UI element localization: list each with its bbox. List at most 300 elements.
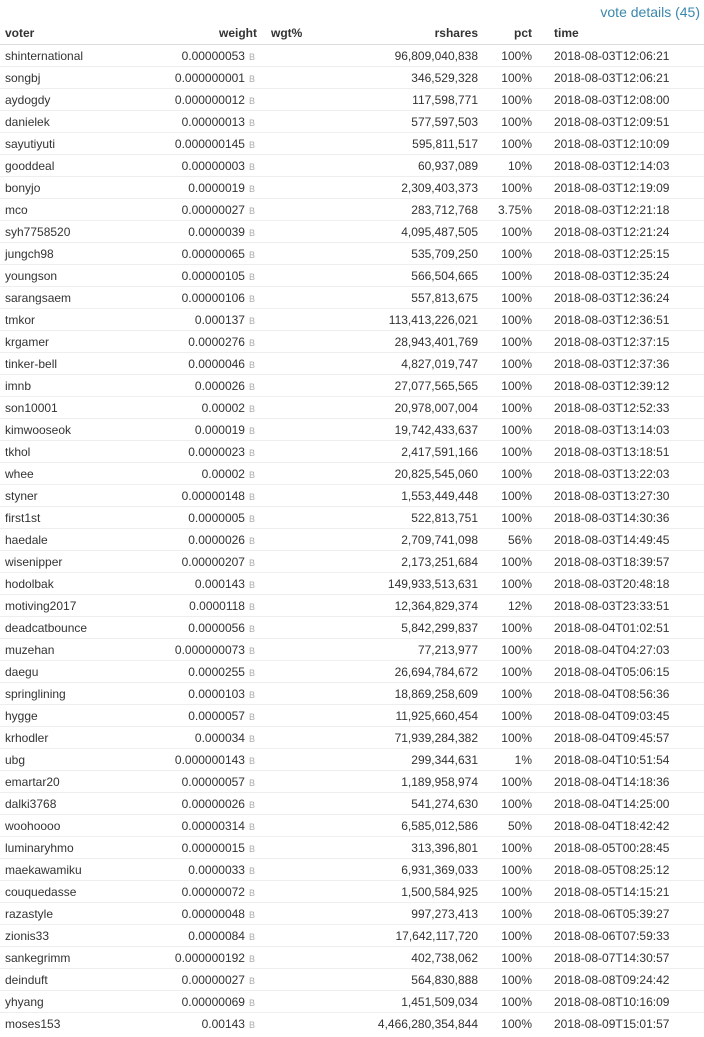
time-cell: 2018-08-03T18:39:57 bbox=[538, 551, 704, 573]
voter-link[interactable]: ubg bbox=[5, 752, 26, 767]
table-header-row bbox=[0, 22, 704, 45]
weight-unit-symbol: B bbox=[248, 777, 255, 788]
weight-value: 0.000000145 bbox=[174, 136, 245, 151]
weight-cell bbox=[157, 793, 257, 815]
panel-header bbox=[0, 0, 704, 22]
rshares-cell: 12,364,829,374 bbox=[346, 595, 482, 617]
pct-cell: 100% bbox=[482, 485, 538, 507]
rshares-cell: 1,553,449,448 bbox=[346, 485, 482, 507]
voter-cell bbox=[0, 661, 157, 683]
weight-cell bbox=[157, 595, 257, 617]
wgt-cell bbox=[257, 991, 346, 1013]
table-row bbox=[0, 199, 704, 221]
column-header-rshares[interactable]: rshares bbox=[346, 22, 482, 45]
voter-cell bbox=[0, 67, 157, 89]
weight-unit-symbol: B bbox=[248, 227, 255, 238]
time-cell: 2018-08-08T10:16:09 bbox=[538, 991, 704, 1013]
pct-cell: 100% bbox=[482, 463, 538, 485]
voter-cell bbox=[0, 947, 157, 969]
rshares-cell: 2,309,403,373 bbox=[346, 177, 482, 199]
weight-value: 0.0000026 bbox=[188, 532, 245, 547]
weight-value: 0.00000027 bbox=[181, 202, 245, 217]
rshares-cell: 60,937,089 bbox=[346, 155, 482, 177]
rshares-cell: 4,095,487,505 bbox=[346, 221, 482, 243]
weight-value: 0.000000192 bbox=[174, 950, 245, 965]
pct-cell: 100% bbox=[482, 859, 538, 881]
pct-cell: 100% bbox=[482, 177, 538, 199]
pct-cell: 100% bbox=[482, 881, 538, 903]
voter-cell bbox=[0, 529, 157, 551]
column-header-weight[interactable]: weight bbox=[157, 22, 257, 45]
weight-value: 0.00000048 bbox=[181, 906, 245, 921]
voter-link[interactable]: shinternational bbox=[5, 48, 84, 63]
rshares-cell: 1,451,509,034 bbox=[346, 991, 482, 1013]
weight-cell bbox=[157, 551, 257, 573]
table-row bbox=[0, 507, 704, 529]
voter-cell bbox=[0, 89, 157, 111]
pct-cell: 100% bbox=[482, 573, 538, 595]
weight-cell bbox=[157, 331, 257, 353]
wgt-cell bbox=[257, 683, 346, 705]
time-cell: 2018-08-03T12:52:33 bbox=[538, 397, 704, 419]
weight-cell bbox=[157, 639, 257, 661]
weight-cell bbox=[157, 617, 257, 639]
voter-cell bbox=[0, 881, 157, 903]
wgt-cell bbox=[257, 133, 346, 155]
weight-unit-symbol: B bbox=[248, 711, 255, 722]
rshares-cell: 149,933,513,631 bbox=[346, 573, 482, 595]
pct-cell: 100% bbox=[482, 287, 538, 309]
weight-value: 0.0000057 bbox=[188, 708, 245, 723]
pct-cell: 100% bbox=[482, 45, 538, 67]
table-row bbox=[0, 375, 704, 397]
time-cell: 2018-08-03T14:49:45 bbox=[538, 529, 704, 551]
table-row bbox=[0, 881, 704, 903]
voter-link[interactable]: sarangsaem bbox=[5, 290, 72, 305]
weight-cell bbox=[157, 727, 257, 749]
voter-link[interactable]: krhodler bbox=[5, 730, 49, 745]
weight-unit-symbol: B bbox=[248, 271, 255, 282]
voter-cell bbox=[0, 243, 157, 265]
voter-cell bbox=[0, 419, 157, 441]
weight-value: 0.0000103 bbox=[188, 686, 245, 701]
rshares-cell: 997,273,413 bbox=[346, 903, 482, 925]
voter-cell bbox=[0, 595, 157, 617]
wgt-cell bbox=[257, 639, 346, 661]
voter-link[interactable]: youngson bbox=[5, 268, 58, 283]
voter-cell bbox=[0, 771, 157, 793]
table-row bbox=[0, 991, 704, 1013]
weight-unit-symbol: B bbox=[248, 381, 255, 392]
rshares-cell: 283,712,768 bbox=[346, 199, 482, 221]
voter-link[interactable]: motiving2017 bbox=[5, 598, 77, 613]
pct-cell: 12% bbox=[482, 595, 538, 617]
pct-cell: 100% bbox=[482, 331, 538, 353]
voter-link[interactable]: syh7758520 bbox=[5, 224, 71, 239]
voter-link[interactable]: son10001 bbox=[5, 400, 58, 415]
column-header-wgt[interactable]: wgt% bbox=[257, 22, 346, 45]
wgt-cell bbox=[257, 441, 346, 463]
pct-cell: 100% bbox=[482, 309, 538, 331]
rshares-cell: 96,809,040,838 bbox=[346, 45, 482, 67]
time-cell: 2018-08-06T07:59:33 bbox=[538, 925, 704, 947]
weight-cell bbox=[157, 573, 257, 595]
table-row bbox=[0, 463, 704, 485]
rshares-cell: 402,738,062 bbox=[346, 947, 482, 969]
time-cell: 2018-08-03T12:06:21 bbox=[538, 45, 704, 67]
pct-cell: 100% bbox=[482, 353, 538, 375]
voter-cell bbox=[0, 705, 157, 727]
wgt-cell bbox=[257, 705, 346, 727]
time-cell: 2018-08-04T05:06:15 bbox=[538, 661, 704, 683]
weight-cell bbox=[157, 375, 257, 397]
table-row bbox=[0, 89, 704, 111]
weight-cell bbox=[157, 815, 257, 837]
voter-cell bbox=[0, 111, 157, 133]
weight-value: 0.00000105 bbox=[181, 268, 245, 283]
table-row bbox=[0, 331, 704, 353]
wgt-cell bbox=[257, 331, 346, 353]
weight-value: 0.00000069 bbox=[181, 994, 245, 1009]
rshares-cell: 2,417,591,166 bbox=[346, 441, 482, 463]
weight-value: 0.0000046 bbox=[188, 356, 245, 371]
time-cell: 2018-08-03T13:22:03 bbox=[538, 463, 704, 485]
weight-unit-symbol: B bbox=[248, 513, 255, 524]
voter-link[interactable]: tmkor bbox=[5, 312, 35, 327]
weight-unit-symbol: B bbox=[248, 887, 255, 898]
voter-link[interactable]: moses153 bbox=[5, 1016, 61, 1031]
weight-value: 0.000000073 bbox=[174, 642, 245, 657]
weight-value: 0.000137 bbox=[194, 312, 245, 327]
pct-cell: 100% bbox=[482, 793, 538, 815]
time-cell: 2018-08-05T08:25:12 bbox=[538, 859, 704, 881]
weight-value: 0.0000019 bbox=[188, 180, 245, 195]
time-cell: 2018-08-05T00:28:45 bbox=[538, 837, 704, 859]
voter-link[interactable]: springlining bbox=[5, 686, 66, 701]
table-row bbox=[0, 67, 704, 89]
time-cell: 2018-08-09T15:01:57 bbox=[538, 1013, 704, 1035]
wgt-cell bbox=[257, 771, 346, 793]
voter-cell bbox=[0, 331, 157, 353]
weight-cell bbox=[157, 991, 257, 1013]
wgt-cell bbox=[257, 507, 346, 529]
time-cell: 2018-08-05T14:15:21 bbox=[538, 881, 704, 903]
time-cell: 2018-08-04T08:56:36 bbox=[538, 683, 704, 705]
voter-link[interactable]: zionis33 bbox=[5, 928, 50, 943]
weight-unit-symbol: B bbox=[248, 51, 255, 62]
voter-cell bbox=[0, 45, 157, 67]
wgt-cell bbox=[257, 375, 346, 397]
table-row bbox=[0, 1013, 704, 1035]
weight-value: 0.000000143 bbox=[174, 752, 245, 767]
voter-link[interactable]: whee bbox=[5, 466, 34, 481]
rshares-cell: 2,709,741,098 bbox=[346, 529, 482, 551]
wgt-cell bbox=[257, 221, 346, 243]
weight-cell bbox=[157, 353, 257, 375]
weight-cell bbox=[157, 859, 257, 881]
pct-cell: 100% bbox=[482, 221, 538, 243]
table-row bbox=[0, 661, 704, 683]
voter-link[interactable]: woohoooo bbox=[5, 818, 61, 833]
weight-unit-symbol: B bbox=[248, 755, 255, 766]
time-cell: 2018-08-03T12:06:21 bbox=[538, 67, 704, 89]
weight-value: 0.0000084 bbox=[188, 928, 245, 943]
time-cell: 2018-08-04T09:45:57 bbox=[538, 727, 704, 749]
voter-cell bbox=[0, 1013, 157, 1035]
weight-value: 0.00000013 bbox=[181, 114, 245, 129]
time-cell: 2018-08-03T12:21:24 bbox=[538, 221, 704, 243]
table-row bbox=[0, 815, 704, 837]
weight-value: 0.00000207 bbox=[181, 554, 245, 569]
voter-cell bbox=[0, 463, 157, 485]
time-cell: 2018-08-03T12:35:24 bbox=[538, 265, 704, 287]
rshares-cell: 564,830,888 bbox=[346, 969, 482, 991]
weight-unit-symbol: B bbox=[248, 975, 255, 986]
voter-link[interactable]: kimwooseok bbox=[5, 422, 72, 437]
rshares-cell: 5,842,299,837 bbox=[346, 617, 482, 639]
rshares-cell: 18,869,258,609 bbox=[346, 683, 482, 705]
time-cell: 2018-08-03T12:08:00 bbox=[538, 89, 704, 111]
voter-link[interactable]: daegu bbox=[5, 664, 39, 679]
voter-link[interactable]: bonyjo bbox=[5, 180, 41, 195]
weight-cell bbox=[157, 309, 257, 331]
table-row bbox=[0, 771, 704, 793]
pct-cell: 100% bbox=[482, 969, 538, 991]
table-row bbox=[0, 155, 704, 177]
voter-cell bbox=[0, 617, 157, 639]
voter-cell bbox=[0, 859, 157, 881]
time-cell: 2018-08-04T14:18:36 bbox=[538, 771, 704, 793]
table-row bbox=[0, 441, 704, 463]
rshares-cell: 11,925,660,454 bbox=[346, 705, 482, 727]
weight-unit-symbol: B bbox=[248, 337, 255, 348]
column-header-voter[interactable]: voter bbox=[0, 22, 157, 45]
weight-value: 0.000143 bbox=[194, 576, 245, 591]
table-row bbox=[0, 243, 704, 265]
pct-cell: 100% bbox=[482, 265, 538, 287]
wgt-cell bbox=[257, 485, 346, 507]
rshares-cell: 26,694,784,672 bbox=[346, 661, 482, 683]
weight-unit-symbol: B bbox=[248, 645, 255, 656]
voter-cell bbox=[0, 815, 157, 837]
wgt-cell bbox=[257, 287, 346, 309]
table-row bbox=[0, 397, 704, 419]
voter-link[interactable]: sankegrimm bbox=[5, 950, 71, 965]
voter-link[interactable]: styner bbox=[5, 488, 38, 503]
weight-cell bbox=[157, 661, 257, 683]
time-cell: 2018-08-03T20:48:18 bbox=[538, 573, 704, 595]
table-row bbox=[0, 705, 704, 727]
pct-cell: 1% bbox=[482, 749, 538, 771]
voter-link[interactable]: sayutiyuti bbox=[5, 136, 56, 151]
pct-cell: 100% bbox=[482, 727, 538, 749]
weight-cell bbox=[157, 705, 257, 727]
voter-link[interactable]: tkhol bbox=[5, 444, 31, 459]
pct-cell: 100% bbox=[482, 243, 538, 265]
voter-cell bbox=[0, 265, 157, 287]
voter-link[interactable]: first1st bbox=[5, 510, 41, 525]
voter-link[interactable]: luminaryhmo bbox=[5, 840, 74, 855]
rshares-cell: 566,504,665 bbox=[346, 265, 482, 287]
voter-link[interactable]: jungch98 bbox=[5, 246, 54, 261]
wgt-cell bbox=[257, 419, 346, 441]
voter-cell bbox=[0, 903, 157, 925]
weight-unit-symbol: B bbox=[248, 205, 255, 216]
weight-unit-symbol: B bbox=[248, 1019, 255, 1030]
voter-cell bbox=[0, 309, 157, 331]
weight-cell bbox=[157, 287, 257, 309]
table-row bbox=[0, 727, 704, 749]
voter-cell bbox=[0, 793, 157, 815]
weight-unit-symbol: B bbox=[248, 425, 255, 436]
weight-cell bbox=[157, 903, 257, 925]
time-cell: 2018-08-03T12:10:09 bbox=[538, 133, 704, 155]
rshares-cell: 1,500,584,925 bbox=[346, 881, 482, 903]
weight-value: 0.0000033 bbox=[188, 862, 245, 877]
time-cell: 2018-08-04T10:51:54 bbox=[538, 749, 704, 771]
time-cell: 2018-08-03T12:14:03 bbox=[538, 155, 704, 177]
rshares-cell: 313,396,801 bbox=[346, 837, 482, 859]
weight-cell bbox=[157, 485, 257, 507]
time-cell: 2018-08-03T14:30:36 bbox=[538, 507, 704, 529]
weight-cell bbox=[157, 419, 257, 441]
voter-cell bbox=[0, 441, 157, 463]
weight-value: 0.00000065 bbox=[181, 246, 245, 261]
weight-cell bbox=[157, 881, 257, 903]
wgt-cell bbox=[257, 551, 346, 573]
pct-cell: 10% bbox=[482, 155, 538, 177]
weight-unit-symbol: B bbox=[248, 315, 255, 326]
weight-unit-symbol: B bbox=[248, 623, 255, 634]
voter-cell bbox=[0, 485, 157, 507]
time-cell: 2018-08-07T14:30:57 bbox=[538, 947, 704, 969]
pct-cell: 100% bbox=[482, 551, 538, 573]
voter-link[interactable]: hodolbak bbox=[5, 576, 54, 591]
voter-cell bbox=[0, 969, 157, 991]
weight-value: 0.000034 bbox=[194, 730, 245, 745]
weight-cell bbox=[157, 67, 257, 89]
weight-cell bbox=[157, 89, 257, 111]
weight-unit-symbol: B bbox=[248, 535, 255, 546]
voter-link[interactable]: aydogdy bbox=[5, 92, 51, 107]
pct-cell: 100% bbox=[482, 705, 538, 727]
time-cell: 2018-08-03T12:25:15 bbox=[538, 243, 704, 265]
weight-unit-symbol: B bbox=[248, 95, 255, 106]
weight-unit-symbol: B bbox=[248, 139, 255, 150]
table-row bbox=[0, 925, 704, 947]
voter-link[interactable]: tinker-bell bbox=[5, 356, 58, 371]
voter-link[interactable]: maekawamiku bbox=[5, 862, 82, 877]
voter-link[interactable]: muzehan bbox=[5, 642, 55, 657]
voter-cell bbox=[0, 397, 157, 419]
time-cell: 2018-08-03T12:21:18 bbox=[538, 199, 704, 221]
weight-value: 0.00143 bbox=[201, 1016, 245, 1031]
table-row bbox=[0, 133, 704, 155]
weight-unit-symbol: B bbox=[248, 843, 255, 854]
voter-link[interactable]: deinduft bbox=[5, 972, 48, 987]
weight-cell bbox=[157, 969, 257, 991]
pct-cell: 100% bbox=[482, 419, 538, 441]
rshares-cell: 4,466,280,354,844 bbox=[346, 1013, 482, 1035]
weight-cell bbox=[157, 221, 257, 243]
weight-value: 0.0000056 bbox=[188, 620, 245, 635]
table-row bbox=[0, 221, 704, 243]
weight-unit-symbol: B bbox=[248, 997, 255, 1008]
voter-link[interactable]: gooddeal bbox=[5, 158, 55, 173]
pct-cell: 100% bbox=[482, 133, 538, 155]
time-cell: 2018-08-03T12:19:09 bbox=[538, 177, 704, 199]
voter-link[interactable]: deadcatbounce bbox=[5, 620, 88, 635]
column-header-time[interactable]: time bbox=[538, 22, 704, 45]
time-cell: 2018-08-06T05:39:27 bbox=[538, 903, 704, 925]
weight-value: 0.0000118 bbox=[189, 598, 245, 613]
time-cell: 2018-08-03T12:36:24 bbox=[538, 287, 704, 309]
wgt-cell bbox=[257, 67, 346, 89]
pct-cell: 100% bbox=[482, 903, 538, 925]
wgt-cell bbox=[257, 199, 346, 221]
table-row bbox=[0, 265, 704, 287]
pct-cell: 100% bbox=[482, 507, 538, 529]
table-row bbox=[0, 793, 704, 815]
weight-cell bbox=[157, 441, 257, 463]
voter-link[interactable]: danielek bbox=[5, 114, 50, 129]
weight-value: 0.0000005 bbox=[188, 510, 245, 525]
voter-link[interactable]: wisenipper bbox=[5, 554, 63, 569]
voter-link[interactable]: mco bbox=[5, 202, 28, 217]
voter-link[interactable]: dalki3768 bbox=[5, 796, 57, 811]
time-cell: 2018-08-03T12:37:15 bbox=[538, 331, 704, 353]
voter-link[interactable]: songbj bbox=[5, 70, 41, 85]
voter-link[interactable]: hygge bbox=[5, 708, 38, 723]
weight-unit-symbol: B bbox=[248, 557, 255, 568]
voter-link[interactable]: couquedasse bbox=[5, 884, 77, 899]
weight-cell bbox=[157, 243, 257, 265]
voter-link[interactable]: razastyle bbox=[5, 906, 54, 921]
weight-value: 0.000000012 bbox=[174, 92, 245, 107]
rshares-cell: 77,213,977 bbox=[346, 639, 482, 661]
wgt-cell bbox=[257, 727, 346, 749]
weight-value: 0.00000072 bbox=[181, 884, 245, 899]
voter-link[interactable]: krgamer bbox=[5, 334, 50, 349]
voter-link[interactable]: haedale bbox=[5, 532, 48, 547]
weight-value: 0.00000314 bbox=[181, 818, 245, 833]
wgt-cell bbox=[257, 947, 346, 969]
rshares-cell: 541,274,630 bbox=[346, 793, 482, 815]
table-row bbox=[0, 111, 704, 133]
weight-value: 0.000019 bbox=[194, 422, 245, 437]
table-row bbox=[0, 749, 704, 771]
weight-unit-symbol: B bbox=[248, 249, 255, 260]
weight-unit-symbol: B bbox=[248, 953, 255, 964]
table-row bbox=[0, 551, 704, 573]
column-header-pct[interactable]: pct bbox=[482, 22, 538, 45]
voter-link[interactable]: emartar20 bbox=[5, 774, 60, 789]
wgt-cell bbox=[257, 463, 346, 485]
pct-cell: 100% bbox=[482, 837, 538, 859]
weight-cell bbox=[157, 683, 257, 705]
vote-details-link[interactable]: vote details (45) bbox=[600, 4, 700, 20]
weight-value: 0.00002 bbox=[201, 466, 245, 481]
voter-link[interactable]: imnb bbox=[5, 378, 32, 393]
weight-unit-symbol: B bbox=[248, 865, 255, 876]
time-cell: 2018-08-03T12:09:51 bbox=[538, 111, 704, 133]
table-row bbox=[0, 617, 704, 639]
voter-link[interactable]: yhyang bbox=[5, 994, 44, 1009]
wgt-cell bbox=[257, 815, 346, 837]
weight-value: 0.00000057 bbox=[181, 774, 245, 789]
wgt-cell bbox=[257, 661, 346, 683]
pct-cell: 100% bbox=[482, 441, 538, 463]
